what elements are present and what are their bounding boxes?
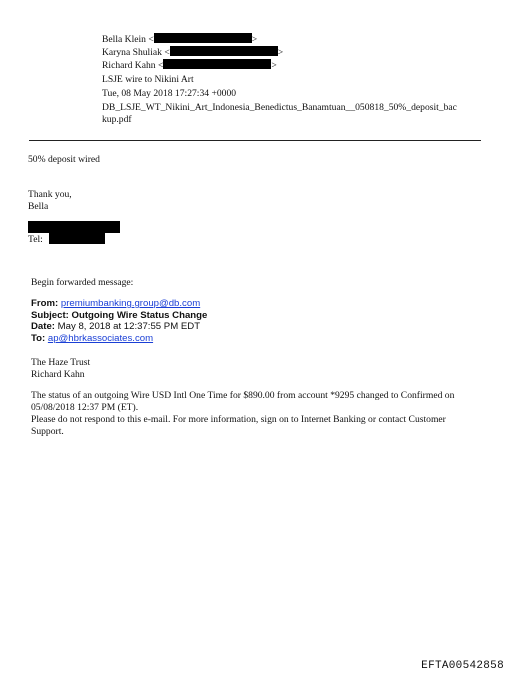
subject-value: LSJE wire to Nikini Art — [102, 74, 194, 85]
body-signature: Bella — [28, 201, 49, 212]
body-line: 50% deposit wired — [28, 154, 100, 165]
status-paragraph-line: The status of an outgoing Wire USD Intl One Time for $890.00 from account *9295 changed to Confirmed on — [31, 390, 455, 401]
fwd-from-label: From: — [31, 298, 59, 309]
fwd-from-row — [31, 298, 200, 310]
fwd-to-label: To: — [31, 333, 46, 344]
fwd-date-value: May 8, 2018 at 12:37:55 PM EDT — [57, 321, 201, 332]
to-value: Karyna Shuliak < > — [102, 47, 284, 58]
attachment-filename[interactable]: DB_LSJE_WT_Nikini_Art_Indonesia_Benedictus_Banamtuan__050818_50%_deposit_bac — [102, 102, 457, 113]
tel-label: Tel: — [28, 234, 43, 245]
fwd-date-label: Date: — [31, 321, 55, 332]
redaction-block — [170, 46, 278, 56]
from-value: Bella Klein < > — [102, 34, 258, 45]
fwd-from-email-link[interactable]: premiumbanking.group@db.com — [60, 298, 201, 309]
status-paragraph-line: 05/08/2018 12:37 PM (ET). — [31, 402, 139, 413]
org-line: Richard Kahn — [31, 369, 85, 380]
attachment-filename-cont[interactable]: kup.pdf — [102, 114, 132, 125]
redaction-block — [28, 221, 120, 233]
forwarded-intro: Begin forwarded message: — [31, 277, 134, 288]
redaction-block — [154, 33, 252, 43]
cc-value: Richard Kahn < > — [102, 60, 277, 71]
notice-paragraph-line: Please do not respond to this e-mail. For more information, sign on to Internet Banking or contact Customer — [31, 414, 446, 425]
date-value: Tue, 08 May 2018 17:27:34 +0000 — [102, 88, 237, 99]
redaction-block — [163, 59, 271, 69]
body-thanks: Thank you, — [28, 189, 72, 200]
fwd-to-email-link[interactable]: ap@hbrkassociates.com — [47, 333, 154, 344]
fwd-to-row — [31, 333, 153, 345]
notice-paragraph-line: Support. — [31, 426, 64, 437]
document-id: EFTA00542858 — [421, 660, 504, 672]
header-divider — [29, 140, 481, 141]
fwd-subject-label: Subject: — [31, 310, 69, 321]
fwd-subject-value: Outgoing Wire Status Change — [71, 310, 208, 321]
tel-row — [28, 234, 43, 247]
org-line: The Haze Trust — [31, 357, 91, 368]
fwd-date-row — [31, 321, 200, 333]
fwd-subject-row — [31, 310, 207, 322]
redaction-block — [49, 233, 105, 244]
